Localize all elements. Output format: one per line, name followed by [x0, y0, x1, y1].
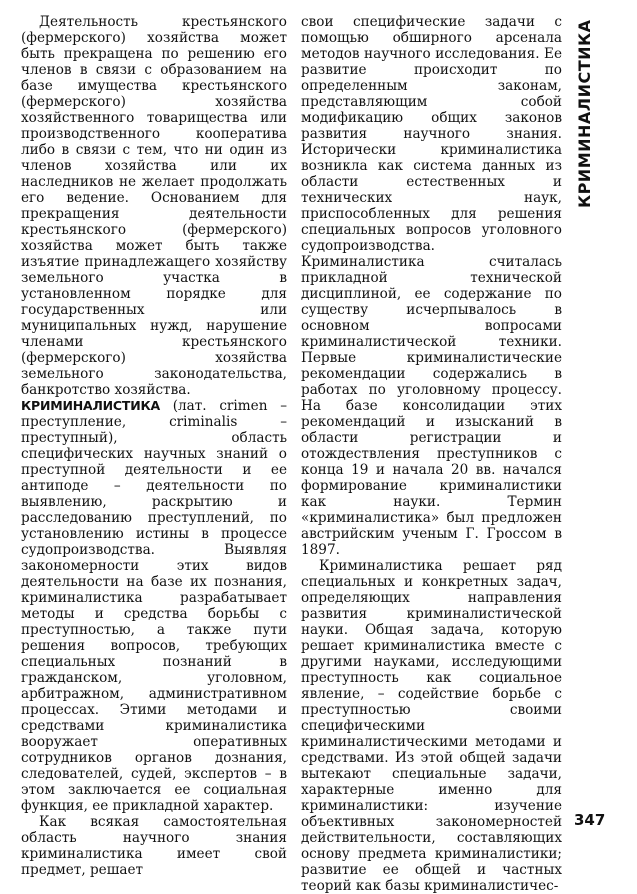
entry-paragraph	[21, 398, 287, 814]
text-column-left	[21, 14, 287, 878]
entry-term: КРИМИНАЛИСТИКА	[21, 398, 160, 413]
paragraph: Деятельность крестьянского (фермерского) хозяйства может быть прекращена по решению его членов в связи с образованием на базе имущества крестьянского (фермерского) хозяйства хозяйственного товарищества или производственного кооператива либо в связи с тем, что ни один из членов хозяйства или их наследников не желает продолжать его ведение. Основанием для прекращения деятельности крестьянского (фермерского) хозяйства может быть также изъятие принадлежащего хозяйству земельного участка в установленном порядке для государственных или муниципальных нужд, нарушение членами крестьянского (фермерского) хозяйства земельного законодательства, банкротство хозяйства.	[21, 14, 287, 398]
paragraph: Как всякая самостоятельная область научного знания криминалистика имеет свой предмет, решает	[21, 814, 287, 878]
paragraph: свои специфические задачи с помощью обширного арсенала методов научного исследования. Ее развитие происходит по определенным законам, представляющим собой модификацию общих законов развития научного знания. Исторически криминалистика возникла как система данных из области естественных и технических наук, приспособленных для решения специальных вопросов уголовного судопроизводства. Криминалистика считалась прикладной технической дисциплиной, ее содержание по существу исчерпывалось в основном вопросами криминалистической техники. Первые криминалистические рекомендации содержались в работах по уголовному процессу. На базе консолидации этих рекомендаций и изысканий в области регистрации и отождествления преступников с конца 19 и начала 20 вв. начался формирование криминалистики как науки. Термин «криминалистика» был предложен австрийским ученым Г. Гроссом в 1897.	[301, 14, 562, 558]
page-number: 347	[574, 811, 606, 829]
text-column-right	[301, 14, 562, 894]
entry-definition: (лат. crimen – преступление, criminalis – преступный), область специфических научных знаний о преступной деятельности и ее антиподе – деятельности по выявлению, раскрытию и расследованию преступлений, по установлению истины в процессе судопроизводства. Выявляя закономерности этих видов деятельности на базе их познания, криминалистика разрабатывает методы и средства борьбы с преступностью, а также пути решения вопросов, требующих специальных познаний в гражданском, уголовном, арбитражном, административном процессах. Этими методами и средствами криминалистика вооружает оперативных сотрудников органов дознания, следователей, судей, экспертов – в этом заключается ее социальная функция, ее прикладной характер.	[21, 398, 287, 814]
paragraph: Криминалистика решает ряд специальных и конкретных задач, определяющих направления развития криминалистической науки. Общая задача, которую решает криминалистика вместе с другими науками, исследующими преступность как социальное явление, – содействие борьбе с преступностью своими специфическими криминалистическими методами и средствами. Из этой общей задачи вытекают специальные задачи, характерные именно для криминалистики: изучение объективных закономерностей действительности, составляющих основу предмета криминалистики; развитие ее общей и частных теорий как базы криминалистичес-	[301, 558, 562, 894]
running-head: КРИМИНАЛИСТИКА	[575, 20, 594, 209]
